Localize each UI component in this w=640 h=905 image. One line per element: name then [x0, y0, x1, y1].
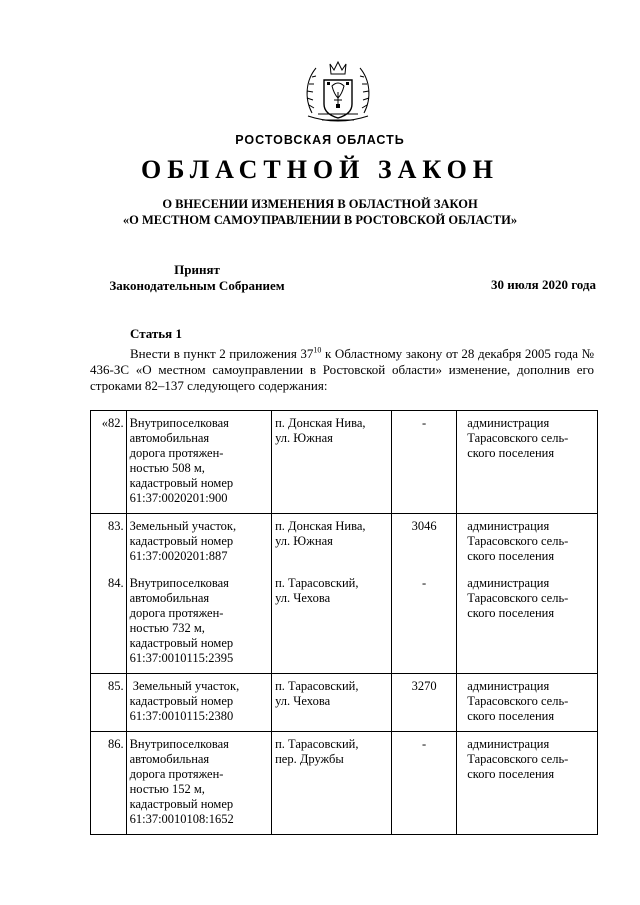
object-address	[272, 571, 392, 674]
object-description-line: автомобильная	[129, 431, 210, 445]
items-table	[90, 410, 598, 835]
object-description	[126, 514, 272, 572]
object-description-line: дорога протяжен-	[129, 767, 224, 781]
object-address	[272, 411, 392, 514]
object-area: -	[391, 732, 456, 835]
object-description-line: 61:37:0020201:900	[129, 491, 228, 505]
object-area: 3046	[391, 514, 456, 572]
object-description-line: 61:37:0010108:1652	[129, 812, 234, 826]
object-description-line: Земельный участок,	[129, 679, 240, 693]
object-address	[272, 514, 392, 572]
object-description-line: ностью 732 м,	[129, 621, 205, 635]
object-owner	[457, 514, 598, 572]
adoption-line-2: Законодательным Собранием	[109, 278, 285, 293]
table-row	[91, 411, 598, 514]
object-owner-line: ского поселения	[467, 606, 555, 620]
object-description	[126, 732, 272, 835]
adoption-line-1: Принят	[174, 262, 220, 277]
object-address	[272, 732, 392, 835]
object-area: -	[391, 411, 456, 514]
table-row	[91, 571, 598, 674]
object-address-line: п. Тарасовский,	[275, 679, 359, 693]
object-owner-line: Тарасовского сель-	[467, 694, 569, 708]
object-address	[272, 674, 392, 732]
object-owner-line: ского поселения	[467, 709, 555, 723]
object-address-line: ул. Чехова	[275, 591, 331, 605]
object-address-line: п. Тарасовский,	[275, 737, 359, 751]
object-description-line: ностью 508 м,	[129, 461, 205, 475]
row-number: 85.	[91, 674, 127, 732]
subtitle-line-1: О ВНЕСЕНИИ ИЗМЕНЕНИЯ В ОБЛАСТНОЙ ЗАКОН	[162, 197, 478, 211]
object-owner-line: Тарасовского сель-	[467, 431, 569, 445]
object-description-line: автомобильная	[129, 591, 210, 605]
object-owner-line: Тарасовского сель-	[467, 534, 569, 548]
object-description-line: Земельный участок,	[129, 519, 237, 533]
article-text	[90, 346, 594, 394]
object-description-line: кадастровый номер	[129, 636, 234, 650]
object-address-line: ул. Южная	[275, 534, 333, 548]
coat-of-arms-emblem	[298, 58, 378, 128]
object-owner	[457, 411, 598, 514]
object-description-line: кадастровый номер	[129, 694, 234, 708]
object-owner-line: Тарасовского сель-	[467, 591, 569, 605]
object-owner	[457, 732, 598, 835]
object-description-line: кадастровый номер	[129, 534, 234, 548]
table-row	[91, 514, 598, 572]
object-owner-line: администрация	[467, 576, 550, 590]
object-description-line: дорога протяжен-	[129, 446, 224, 460]
object-owner-line: ского поселения	[467, 446, 555, 460]
object-owner	[457, 571, 598, 674]
appendix-superscript: 10	[313, 345, 322, 355]
object-owner-line: Тарасовского сель-	[467, 752, 569, 766]
object-owner-line: администрация	[467, 416, 550, 430]
table-row	[91, 674, 598, 732]
object-address-line: ул. Южная	[275, 431, 333, 445]
document-subtitle	[0, 196, 640, 228]
adoption-date: 30 июля 2020 года	[491, 277, 596, 292]
row-number: 83.	[91, 514, 127, 572]
article-heading: Статья 1	[130, 326, 182, 341]
object-description-line: дорога протяжен-	[129, 606, 224, 620]
object-description-line: Внутрипоселковая	[129, 416, 229, 430]
object-address-line: п. Тарасовский,	[275, 576, 359, 590]
object-description-line: 61:37:0010115:2395	[129, 651, 234, 665]
object-area: 3270	[391, 674, 456, 732]
article-text-start: Внести в пункт 2 приложения 37	[130, 346, 314, 361]
article-text-end: к Областному закону от 28 декабря 2005 года № 436-ЗС «О местном самоуправлении в Ростовской области» изменение, дополнив его строками 82–137 следующего содержания:	[90, 346, 594, 393]
object-description-line: 61:37:0010115:2380	[129, 709, 234, 723]
object-address-line: п. Донская Нива,	[275, 416, 366, 430]
object-description-line: ностью 152 м,	[129, 782, 205, 796]
object-description-line: 61:37:0020201:887	[129, 549, 228, 563]
object-description-line: Внутрипоселковая	[129, 737, 229, 751]
row-number: 86.	[91, 732, 127, 835]
object-area: -	[391, 571, 456, 674]
object-description	[126, 411, 272, 514]
object-description-line: Внутрипоселковая	[129, 576, 229, 590]
object-address-line: ул. Чехова	[275, 694, 331, 708]
subtitle-line-2: «О МЕСТНОМ САМОУПРАВЛЕНИИ В РОСТОВСКОЙ ОБЛАСТИ»	[122, 213, 518, 227]
object-owner	[457, 674, 598, 732]
object-owner-line: ского поселения	[467, 549, 555, 563]
adoption-block	[92, 262, 302, 294]
object-owner-line: администрация	[467, 679, 550, 693]
object-address-line: п. Донская Нива,	[275, 519, 366, 533]
row-number: 84.	[91, 571, 127, 674]
object-description-line: кадастровый номер	[129, 476, 234, 490]
object-description	[126, 674, 272, 732]
object-description	[126, 571, 272, 674]
document-title: ОБЛАСТНОЙ ЗАКОН	[140, 155, 500, 184]
object-owner-line: ского поселения	[467, 767, 555, 781]
object-owner-line: администрация	[467, 519, 550, 533]
object-description-line: автомобильная	[129, 752, 210, 766]
region-name: РОСТОВСКАЯ ОБЛАСТЬ	[235, 133, 405, 147]
table-row	[91, 732, 598, 835]
object-address-line: пер. Дружбы	[275, 752, 344, 766]
object-description-line: кадастровый номер	[129, 797, 234, 811]
row-number: «82.	[91, 411, 127, 514]
object-owner-line: администрация	[467, 737, 550, 751]
